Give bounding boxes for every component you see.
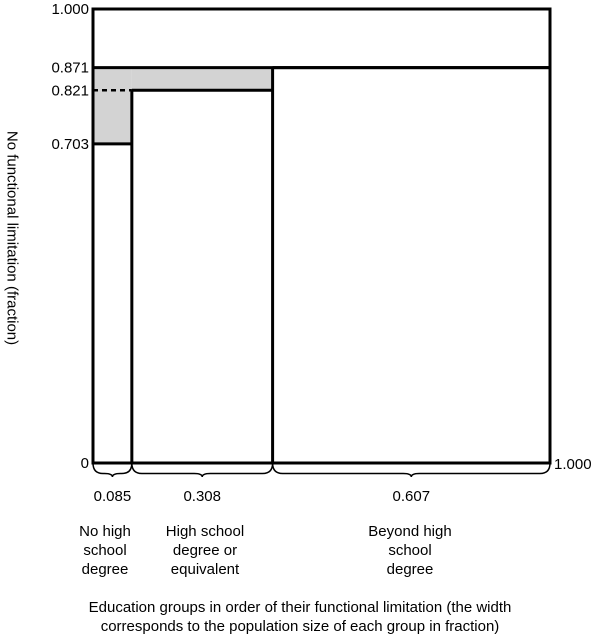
- category-line: degree: [386, 561, 434, 578]
- y-axis-title-text: No functional limitation (fraction): [3, 130, 21, 346]
- x-end-label: 1.000: [554, 456, 592, 473]
- shaded-gap-rect: [132, 68, 273, 91]
- category-line: No high: [79, 523, 131, 540]
- y-tick-label: 0.703: [51, 135, 89, 153]
- width-value-label: 0.085: [93, 488, 132, 505]
- category-line: High school: [165, 523, 245, 540]
- category-line: degree or: [172, 542, 238, 559]
- category-line: degree: [81, 561, 129, 578]
- category-label-no-high-school: [65, 522, 145, 579]
- category-label-high-school: [150, 522, 260, 579]
- width-value-label: 0.607: [392, 488, 431, 505]
- category-line: Beyond high: [368, 523, 452, 540]
- width-brace: [132, 463, 273, 477]
- y-tick-label: 0.821: [51, 82, 89, 100]
- x-axis-title: [0, 598, 600, 636]
- width-value-label: 0.308: [183, 488, 221, 505]
- width-brace: [93, 463, 132, 477]
- category-line: school: [83, 542, 127, 559]
- shaded-gap-rect: [93, 68, 132, 144]
- category-label-beyond-high-school: [350, 522, 470, 579]
- category-line: equivalent: [170, 561, 240, 578]
- y-tick-label: 0.871: [51, 59, 89, 77]
- category-line: school: [388, 542, 432, 559]
- y-tick-label: 1.000: [51, 1, 89, 18]
- width-brace: [273, 463, 550, 477]
- y-tick-label: 0: [80, 455, 89, 472]
- x-axis-title-line-2: corresponds to the population size of each group in fraction): [100, 618, 500, 635]
- x-axis-title-line-1: Education groups in order of their functional limitation (the width: [88, 599, 512, 616]
